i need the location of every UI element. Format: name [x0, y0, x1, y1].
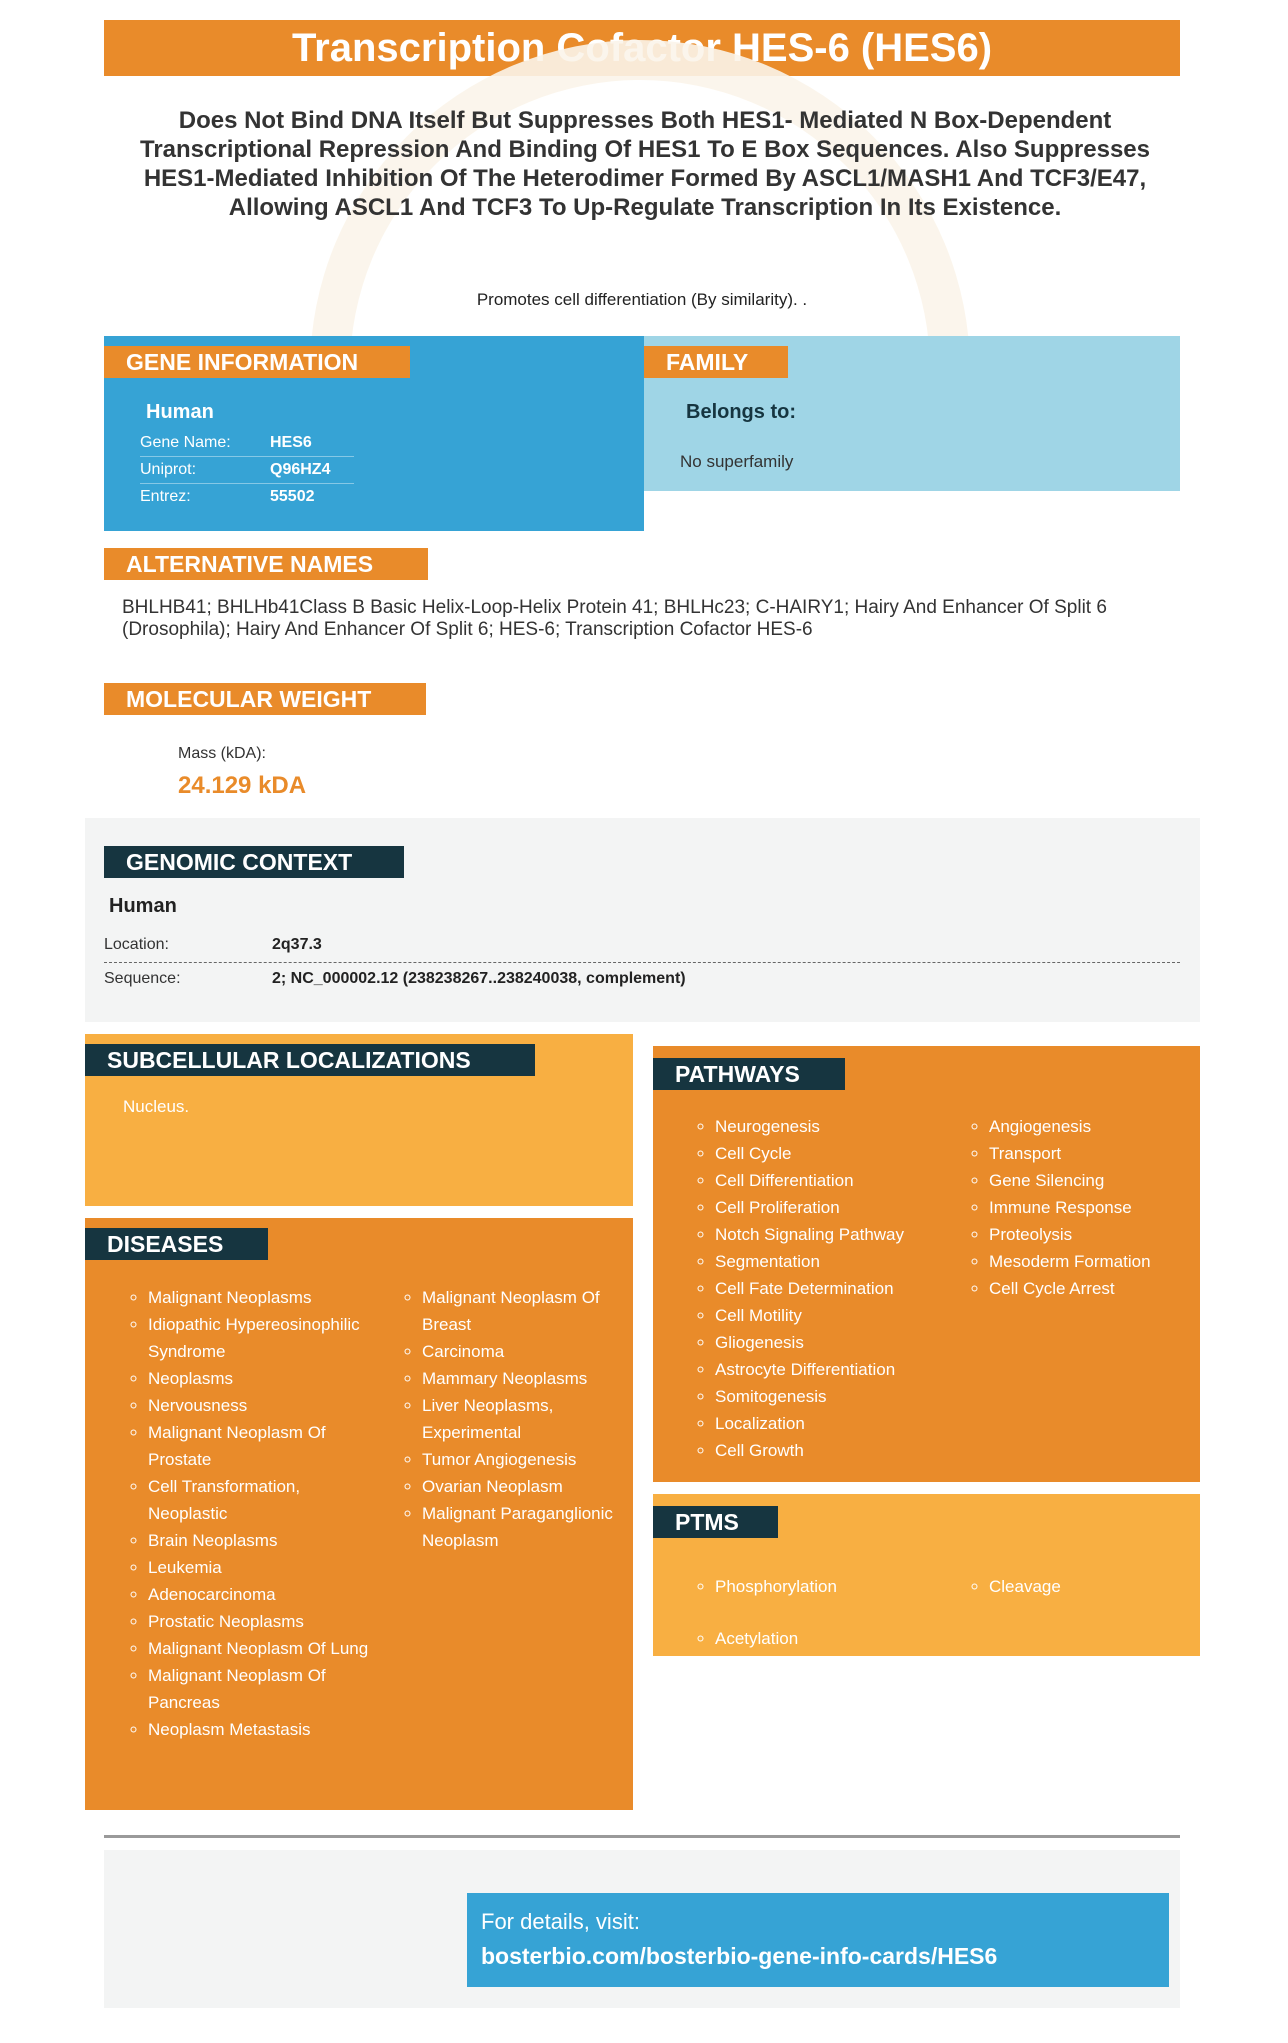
mol-weight-label: Mass (kDA): [178, 745, 266, 762]
pathway-item: ◦ Localization [715, 1410, 975, 1437]
ptm-item: ◦ Acetylation [715, 1613, 975, 1665]
pathways-header: PATHWAYS [653, 1058, 845, 1090]
page-title: Transcription Cofactor HES-6 (HES6) [291, 25, 993, 70]
diseases-list-col1 [128, 1284, 378, 1743]
pathway-item: ◦ Neurogenesis [715, 1113, 975, 1140]
function-note: Promotes cell differentiation (By similarity). . [476, 290, 808, 309]
gene-name-value: HES6 [270, 434, 312, 451]
pathway-item: ◦ Proteolysis [989, 1221, 1214, 1248]
sequence-value: 2; NC_000002.12 (238238267..238240038, complement) [272, 970, 686, 987]
family-value: No superfamily [680, 452, 794, 471]
disease-item: ◦ Neoplasms [148, 1365, 378, 1392]
disease-item: ◦ Mammary Neoplasms [422, 1365, 642, 1392]
entrez-value: 55502 [270, 488, 315, 505]
disease-item: ◦ Leukemia [148, 1554, 378, 1581]
pathway-item: ◦ Cell Growth [715, 1437, 975, 1464]
disease-item: ◦ Liver Neoplasms, Experimental [422, 1392, 642, 1446]
subcellular-header: SUBCELLULAR LOCALIZATIONS [85, 1044, 535, 1076]
disease-item: ◦ Carcinoma [422, 1338, 642, 1365]
footer-link-box[interactable] [467, 1893, 1169, 1987]
family-header: FAMILY [644, 346, 788, 378]
ptms-list-col1 [695, 1561, 975, 1665]
mol-weight-header: MOLECULAR WEIGHT [104, 683, 426, 715]
disease-item: ◦ Tumor Angiogenesis [422, 1446, 642, 1473]
subcellular-text: Nucleus. [123, 1097, 190, 1116]
ptms-list-col2 [969, 1561, 1214, 1613]
disease-item: ◦ Neoplasm Metastasis [148, 1716, 378, 1743]
disease-item: ◦ Malignant Neoplasm Of Pancreas [148, 1662, 378, 1716]
ptms-header: PTMS [653, 1506, 778, 1538]
sequence-row [104, 962, 1180, 996]
disease-item: ◦ Malignant Neoplasm Of Breast [422, 1284, 642, 1338]
disease-item: ◦ Malignant Paraganglionic Neoplasm [422, 1500, 642, 1554]
alt-names-header: ALTERNATIVE NAMES [104, 548, 428, 580]
pathway-item: ◦ Gene Silencing [989, 1167, 1214, 1194]
disease-item: ◦ Malignant Neoplasm Of Lung [148, 1635, 378, 1662]
genomic-species: Human [109, 895, 177, 917]
disease-item: ◦ Malignant Neoplasms [148, 1284, 378, 1311]
gene-name-row [140, 430, 354, 457]
disease-item: ◦ Cell Transformation, Neoplastic [148, 1473, 378, 1527]
disease-item: ◦ Prostatic Neoplasms [148, 1608, 378, 1635]
summary-text: Does Not Bind DNA Itself But Suppresses Both HES1- Mediated N Box-Dependent Transcriptional Repression And Binding Of HES1 To E Box Sequences. Also Suppresses HES1-Mediated Inhibition Of The Heterodimer Formed By ASCL1/MASH1 And TCF3/E47, Allowing ASCL1 And TCF3 To Up-Regulate Transcription In Its Existence. [140, 107, 1150, 221]
disease-item: ◦ Adenocarcinoma [148, 1581, 378, 1608]
diseases-header: DISEASES [85, 1228, 268, 1260]
ptm-item: ◦ Cleavage [989, 1561, 1214, 1613]
pathway-item: ◦ Cell Differentiation [715, 1167, 975, 1194]
disease-item: ◦ Nervousness [148, 1392, 378, 1419]
footer-divider [104, 1835, 1180, 1838]
pathway-item: ◦ Somitogenesis [715, 1383, 975, 1410]
sequence-label: Sequence: [104, 970, 181, 987]
disease-item: ◦ Idiopathic Hypereosinophilic Syndrome [148, 1311, 378, 1365]
gene-name-label: Gene Name: [140, 434, 231, 451]
pathway-item: ◦ Transport [989, 1140, 1214, 1167]
gene-info-table [140, 430, 354, 510]
pathway-item: ◦ Cell Proliferation [715, 1194, 975, 1221]
disease-item: ◦ Ovarian Neoplasm [422, 1473, 642, 1500]
entrez-label: Entrez: [140, 488, 191, 505]
footer-link[interactable]: bosterbio.com/bosterbio-gene-info-cards/HES6 [481, 1943, 998, 1969]
uniprot-row [140, 457, 354, 484]
pathway-item: ◦ Cell Fate Determination [715, 1275, 975, 1302]
disease-item: ◦ Brain Neoplasms [148, 1527, 378, 1554]
pathway-item: ◦ Cell Motility [715, 1302, 975, 1329]
pathway-item: ◦ Cell Cycle [715, 1140, 975, 1167]
pathways-list-col1 [695, 1113, 975, 1464]
ptm-item: ◦ Phosphorylation [715, 1561, 975, 1613]
disease-item: ◦ Malignant Neoplasm Of Prostate [148, 1419, 378, 1473]
location-row [104, 928, 1180, 963]
genomic-header: GENOMIC CONTEXT [104, 846, 404, 878]
mol-weight-value: 24.129 kDA [178, 772, 307, 799]
pathway-item: ◦ Notch Signaling Pathway [715, 1221, 975, 1248]
location-label: Location: [104, 936, 169, 953]
pathways-list-col2 [969, 1113, 1214, 1302]
alt-names-text: BHLHB41; BHLHb41Class B Basic Helix-Loop-Helix Protein 41; BHLHc23; C-HAIRY1; Hairy And Enhancer Of Split 6 (Drosophila); Hairy And Enhancer Of Split 6; HES-6; Transcription Cofactor HES-6 [122, 597, 1107, 640]
gene-info-header: GENE INFORMATION [104, 346, 410, 378]
pathway-item: ◦ Immune Response [989, 1194, 1214, 1221]
uniprot-label: Uniprot: [140, 461, 197, 478]
footer-visit-text: For details, visit: [481, 1909, 640, 1934]
gene-info-species: Human [146, 401, 214, 423]
pathway-item: ◦ Cell Cycle Arrest [989, 1275, 1214, 1302]
diseases-list-col2 [402, 1284, 642, 1554]
uniprot-value: Q96HZ4 [270, 461, 331, 478]
location-value: 2q37.3 [272, 936, 322, 953]
family-belongs-label: Belongs to: [686, 401, 796, 423]
pathway-item: ◦ Gliogenesis [715, 1329, 975, 1356]
pathway-item: ◦ Angiogenesis [989, 1113, 1214, 1140]
entrez-row [140, 484, 354, 510]
pathway-item: ◦ Astrocyte Differentiation [715, 1356, 975, 1383]
pathway-item: ◦ Segmentation [715, 1248, 975, 1275]
pathway-item: ◦ Mesoderm Formation [989, 1248, 1214, 1275]
